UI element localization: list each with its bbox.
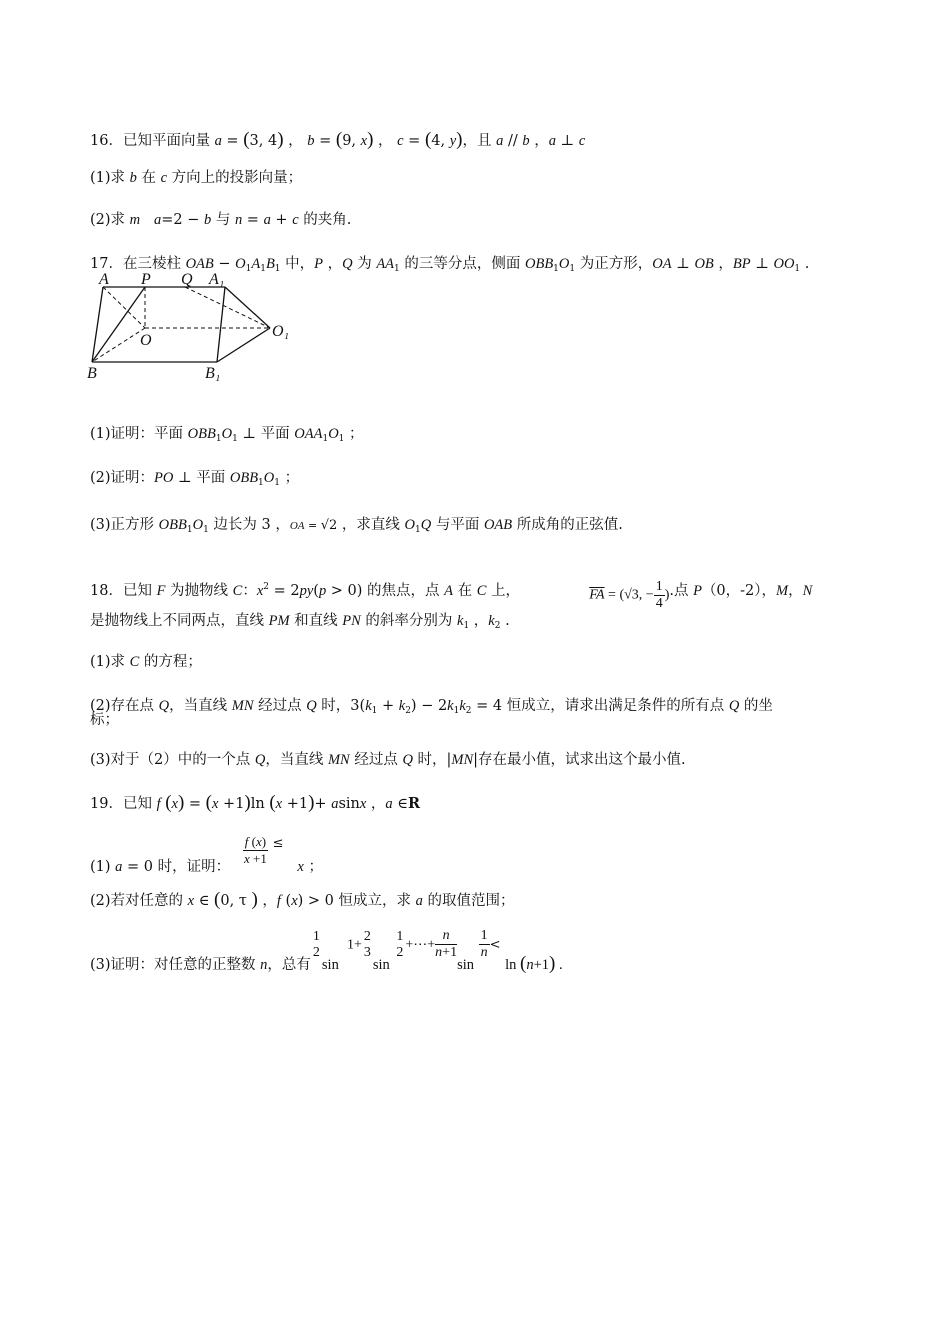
q16-label: 16．已知平面向量 xyxy=(90,133,210,149)
q18-stem2: 是抛物线上不同两点，直线 PM 和直线 PN 的斜率分别为 $k_1$ ，$k_2$ . xyxy=(90,613,510,631)
q18-part1: (1)求 C 的方程； xyxy=(90,654,202,670)
edge-OB xyxy=(92,328,145,362)
q16-stem: 16．已知平面向量 a = (3, 4) ， b = (9, x) ， c = (4, y)，且 a // b ，a ⊥ c xyxy=(90,129,586,150)
label-B: B xyxy=(87,365,97,382)
prism-figure xyxy=(85,270,305,385)
label-O: O xyxy=(140,332,152,349)
q16-part1: (1)求 b 在 c 方向上的投影向量； xyxy=(90,170,303,186)
q17-stem: 17．在三棱柱 OAB − $O_1A_1B_1$ 中，P ，Q 为 $AA_1$ 的三等分点，侧面 $OBB_1O_1$ 为正方形，OA ⊥ OB ，BP ⊥ $OO_1$ . xyxy=(90,256,810,274)
edge-AO xyxy=(103,287,145,328)
sum-term-n: $\frac{n}{n+1}$ xyxy=(435,928,458,960)
edge-B1O1 xyxy=(217,328,270,362)
label-A1: A₁ xyxy=(209,271,225,288)
sum-term-2-arg: 1 2 xyxy=(396,928,404,960)
label-O1: O₁ xyxy=(272,323,290,340)
fx-over-x1: $\frac{f (x)}{x +1}$ xyxy=(243,834,267,866)
edge-AB xyxy=(92,287,103,362)
edge-PB xyxy=(92,287,145,362)
q19-part2: (2)若对任意的 x ∈ (0, τ ) ，f (x) > 0 恒成立，求 a 的取值范围； xyxy=(90,889,515,910)
fa-vector: $\overline{FA} = (√3$, − $\frac{1}{4}$ ) xyxy=(589,579,670,612)
q18-part2a: (2)存在点 Q，当直线 MN 经过点 Q 时，$3(k_1 + k_2) - 2k_1k_2 = 4$ 恒成立，请求出满足条件的所有点 Q 的坐 xyxy=(90,698,773,716)
edge-A1O1 xyxy=(225,287,270,328)
edge-QO1 xyxy=(185,287,270,328)
sum-term-2: 2 3 xyxy=(363,928,371,960)
label-P: P xyxy=(141,271,151,288)
sum-term-n-arg: $\frac{1}{n}$ xyxy=(480,928,488,960)
q19-part1: (1) a = 0 时，证明： $\frac{f (x)}{x +1}$ ≤ x ； xyxy=(90,834,323,875)
edge-A1B1 xyxy=(217,287,225,362)
q17-part3: (3)正方形 $OBB_1O_1$ 边长为 3 ，OA = √2 ，求直线 $O_1Q$ 与平面 OAB 所成角的正弦值. xyxy=(90,517,623,535)
label-Q: Q xyxy=(181,271,193,288)
q16-part2: (2)求 m a=2 − b 与 n = a + c 的夹角. xyxy=(90,212,352,228)
label-A: A xyxy=(99,271,109,288)
q17-part2: (2)证明：PO ⊥ 平面 $OBB_1O_1$ ； xyxy=(90,470,300,488)
q18-part3: (3)对于（2）中的一个点 Q，当直线 MN 经过点 Q 时，|MN|存在最小值，试求出这个最小值. xyxy=(90,752,686,768)
q19-part3: (3)证明：对任意的正整数 n，总有 1 2 sin 1+ 2 3 sin 1 2 +⋯+ $\frac{n}{n+1}$ sin $\frac{1}{n}$ < ln (n+1) . xyxy=(90,928,563,974)
q18-stem: 18．已知 F 为抛物线 C：$x^2 = 2py(p > 0)$ 的焦点，点 A 在 C 上， $\overline{FA} = (√3$, − $\frac{1}{4}$ ).点 P（0，-2），M，N xyxy=(90,579,813,612)
q17-part1: (1)证明：平面 $OBB_1O_1$ ⊥ 平面 $OAA_1O_1$ ； xyxy=(90,426,364,444)
q19-stem: 19．已知 f (x) = (x +1)ln (x +1)+ asinx ，a ∈R xyxy=(90,792,421,813)
label-B1: B₁ xyxy=(205,365,221,382)
q18-part2b: 标； xyxy=(90,712,119,728)
sum-term-1: 1 2 xyxy=(312,928,320,960)
